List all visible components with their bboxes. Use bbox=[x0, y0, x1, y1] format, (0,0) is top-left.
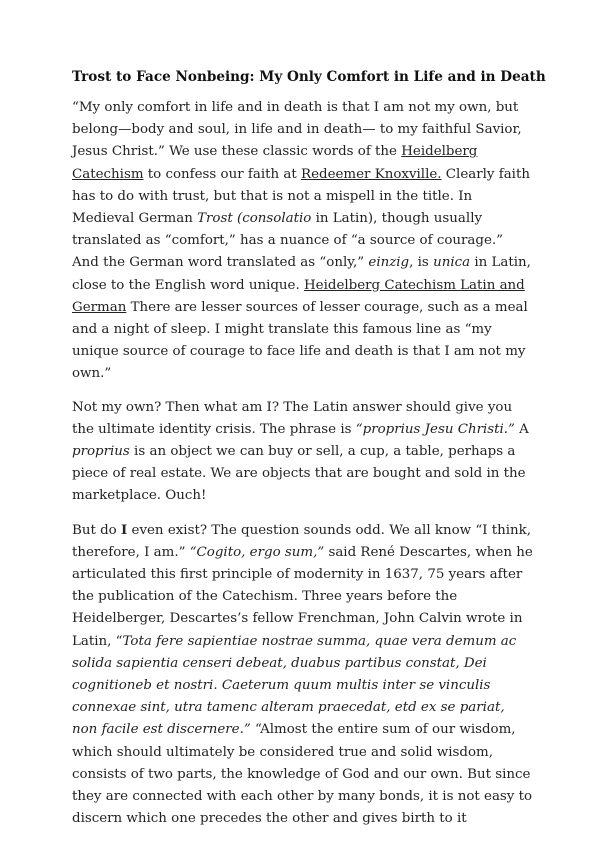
paragraph-text: to confess our faith at bbox=[143, 166, 301, 182]
paragraph-text: “Almost the entire sum of our wisdom, which should ultimately be considered true and solid wisdom, consists of two parts, the knowledge of God and our own. But since they are connected with each other by many bonds, it is not easy to discern which one precedes the other and gives birth to it bbox=[72, 722, 533, 827]
paragraph-text: in Latin, close to the English word unique. bbox=[72, 255, 531, 293]
paragraph-text: even exist? The question sounds odd. We all know “I think, therefore, I am.” bbox=[72, 522, 532, 560]
redeemer-knoxville-link[interactable]: Redeemer Knoxville. bbox=[301, 166, 442, 182]
italic-text: proprius bbox=[72, 444, 130, 460]
italic-text: unica bbox=[433, 255, 471, 271]
heidelberg-catechism-link[interactable]: Heidelberg Catechism bbox=[72, 144, 478, 182]
paragraph-text: Not my own? Then what am I? The Latin answer should give you the ultimate identity crisis. The phrase is bbox=[72, 399, 513, 437]
paragraph-text: said René Descartes, when he articulated this first principle of modernity in 1637, 75 years after the publication of the Catechism. Three years before the Heidelberger, Descartes’s fellow Frenchman, John Calvin wrote in Latin, “ bbox=[72, 544, 533, 649]
bold-text: I bbox=[121, 521, 128, 538]
page-title: Trost to Face Nonbeing: My Only Comfort in Life and in Death bbox=[72, 69, 546, 85]
paragraph-3 bbox=[72, 519, 534, 831]
paragraph-text: in Latin), though usually translated as “comfort,” has a nuance of “a source of courage.” And the German word translated as “only,” bbox=[72, 211, 503, 271]
paragraph-1 bbox=[72, 97, 534, 386]
italic-text: “proprius Jesu Christi.” bbox=[355, 421, 515, 437]
paragraph-text: There are lesser sources of lesser courage, such as a meal and a night of sleep. I might translate this famous line as “my unique source of courage to face life and death is that I am not my own.” bbox=[72, 299, 528, 382]
paragraph-text: , is bbox=[409, 255, 434, 271]
paragraph-text: A bbox=[514, 421, 529, 437]
paragraph-text: “My only comfort in life and in death is that I am not my own, but belong—body and soul, in life and in death— to my faithful Savior, Jesus Christ.” We use these classic words of the bbox=[72, 100, 522, 160]
italic-text: Trost (consolatio bbox=[197, 211, 312, 227]
paragraph-text: is an object we can buy or sell, a cup, a table, perhaps a piece of real estate. We are objects that are bought and sold in the marketplace. Ouch! bbox=[72, 444, 526, 504]
italic-text: einzig bbox=[368, 255, 410, 271]
document-page bbox=[72, 66, 546, 842]
paragraph-text: Clearly faith has to do with trust, but that is not a mispell in the title. In Medieval German bbox=[72, 166, 530, 227]
italic-text: Tota fere sapientiae nostrae summa, quae vera demum ac solida sapientia censeri debeat, duabus partibus constat, Dei cognitioneb et nostri. Caeterum quum multis inter se vinculis connexae sint, utra tamenc alteram praecedat, etd ex se pariat, non facile est discernere.” bbox=[72, 633, 517, 738]
paragraph-2 bbox=[72, 397, 534, 508]
italic-text: “Cogito, ergo sum,” bbox=[189, 544, 325, 560]
paragraph-text: But do bbox=[72, 522, 121, 538]
catechism-latin-german-link[interactable]: Heidelberg Catechism Latin and German bbox=[72, 277, 525, 315]
